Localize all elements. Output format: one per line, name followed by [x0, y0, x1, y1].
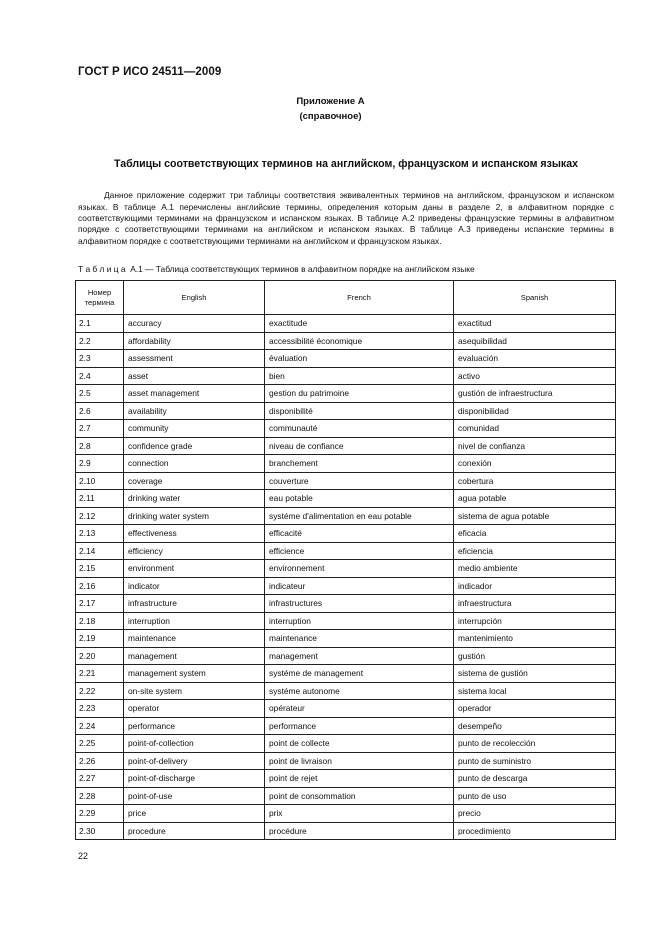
term-french: point de rejet: [265, 770, 454, 788]
term-spanish: desempeño: [454, 717, 616, 735]
term-spanish: punto de suministro: [454, 752, 616, 770]
term-english: confidence grade: [124, 437, 265, 455]
term-number: 2.14: [76, 542, 124, 560]
term-english: community: [124, 420, 265, 438]
term-spanish: cobertura: [454, 472, 616, 490]
annex-type: (справочное): [299, 111, 362, 122]
term-spanish: punto de uso: [454, 787, 616, 805]
term-number: 2.13: [76, 525, 124, 543]
term-english: assessment: [124, 350, 265, 368]
term-english: drinking water: [124, 490, 265, 508]
table-row: [76, 367, 616, 385]
term-number: 2.12: [76, 507, 124, 525]
table-row: [76, 560, 616, 578]
term-english: point-of-delivery: [124, 752, 265, 770]
term-spanish: nivel de confianza: [454, 437, 616, 455]
term-french: accessibilité économique: [265, 332, 454, 350]
term-number: 2.26: [76, 752, 124, 770]
term-number: 2.19: [76, 630, 124, 648]
term-english: infrastructure: [124, 595, 265, 613]
term-french: performance: [265, 717, 454, 735]
term-english: affordability: [124, 332, 265, 350]
term-french: point de collecte: [265, 735, 454, 753]
term-spanish: exactitud: [454, 315, 616, 333]
term-french: infrastructures: [265, 595, 454, 613]
table-row: [76, 507, 616, 525]
term-english: procedure: [124, 822, 265, 840]
term-number: 2.21: [76, 665, 124, 683]
section-heading: Таблицы соответствующих терминов на английском, французском и испанском языках: [114, 158, 578, 170]
term-number: 2.22: [76, 682, 124, 700]
term-spanish: disponibilidad: [454, 402, 616, 420]
term-spanish: sistema local: [454, 682, 616, 700]
table-row: [76, 455, 616, 473]
term-french: point de consommation: [265, 787, 454, 805]
term-english: accuracy: [124, 315, 265, 333]
term-spanish: gustión de infraestructura: [454, 385, 616, 403]
term-number: 2.1: [76, 315, 124, 333]
term-english: management: [124, 647, 265, 665]
term-english: interruption: [124, 612, 265, 630]
term-number: 2.20: [76, 647, 124, 665]
term-french: communauté: [265, 420, 454, 438]
table-row: [76, 700, 616, 718]
term-spanish: agua potable: [454, 490, 616, 508]
term-number: 2.25: [76, 735, 124, 753]
term-english: point-of-collection: [124, 735, 265, 753]
term-french: disponibilité: [265, 402, 454, 420]
term-english: asset: [124, 367, 265, 385]
header-french: French: [265, 281, 454, 315]
table-row: [76, 752, 616, 770]
term-french: maintenance: [265, 630, 454, 648]
term-spanish: conexión: [454, 455, 616, 473]
term-french: management: [265, 647, 454, 665]
table-row: [76, 595, 616, 613]
intro-paragraph: Данное приложение содержит три таблицы соответствия эквивалентных терминов на английском, французском и испанском языках. В таблице А.1 перечислены английские термины, определения которым даны в разделе 2, в алфавитном порядке с соответствующими терминами на французском и испанском языках. В таблице А.2 приведены французские термины в алфавитном порядке с соответствующими терминами на английском и испанском языках. В таблице А.3 приведены испанские термины в алфавитном порядке с соответствующими терминами на английском и французском языках.: [78, 190, 614, 246]
terms-table: [75, 280, 616, 840]
table-row: [76, 420, 616, 438]
table-row: [76, 542, 616, 560]
term-number: 2.29: [76, 805, 124, 823]
term-english: environment: [124, 560, 265, 578]
annex-title: Приложение А: [296, 96, 365, 107]
header-spanish: Spanish: [454, 281, 616, 315]
term-spanish: interrupción: [454, 612, 616, 630]
term-number: 2.7: [76, 420, 124, 438]
term-english: on-site system: [124, 682, 265, 700]
term-number: 2.3: [76, 350, 124, 368]
table-row: [76, 665, 616, 683]
term-french: évaluation: [265, 350, 454, 368]
term-french: gestion du patrimoine: [265, 385, 454, 403]
table-row: [76, 612, 616, 630]
term-number: 2.30: [76, 822, 124, 840]
term-french: procédure: [265, 822, 454, 840]
term-number: 2.6: [76, 402, 124, 420]
term-number: 2.4: [76, 367, 124, 385]
term-english: performance: [124, 717, 265, 735]
page-number: 22: [78, 851, 89, 861]
table-header-row: [76, 281, 616, 315]
table-row: [76, 630, 616, 648]
term-french: environnement: [265, 560, 454, 578]
table-row: [76, 682, 616, 700]
table-row: [76, 787, 616, 805]
term-french: interruption: [265, 612, 454, 630]
table-row: [76, 385, 616, 403]
term-number: 2.18: [76, 612, 124, 630]
term-number: 2.10: [76, 472, 124, 490]
table-row: [76, 402, 616, 420]
table-row: [76, 770, 616, 788]
term-spanish: punto de descarga: [454, 770, 616, 788]
term-spanish: eficiencia: [454, 542, 616, 560]
table-row: [76, 437, 616, 455]
table-caption: Т а б л и ц а А.1 — Таблица соответствующих терминов в алфавитном порядке на английском языке: [78, 264, 475, 274]
term-english: point-of-use: [124, 787, 265, 805]
term-english: point-of-discharge: [124, 770, 265, 788]
term-english: maintenance: [124, 630, 265, 648]
term-spanish: asequibilidad: [454, 332, 616, 350]
term-number: 2.16: [76, 577, 124, 595]
terms-table-body: [76, 315, 616, 840]
header-english: English: [124, 281, 265, 315]
term-english: price: [124, 805, 265, 823]
term-spanish: sistema de agua potable: [454, 507, 616, 525]
term-french: point de livraison: [265, 752, 454, 770]
term-english: management system: [124, 665, 265, 683]
term-number: 2.9: [76, 455, 124, 473]
term-spanish: activo: [454, 367, 616, 385]
header-number: Номер термина: [76, 281, 124, 315]
term-spanish: gustión: [454, 647, 616, 665]
term-french: systéme autonome: [265, 682, 454, 700]
term-english: operator: [124, 700, 265, 718]
term-spanish: medio ambiente: [454, 560, 616, 578]
term-spanish: operador: [454, 700, 616, 718]
table-row: [76, 717, 616, 735]
table-row: [76, 350, 616, 368]
term-english: indicator: [124, 577, 265, 595]
term-french: systéme de management: [265, 665, 454, 683]
term-spanish: comunidad: [454, 420, 616, 438]
table-row: [76, 735, 616, 753]
table-row: [76, 315, 616, 333]
term-english: drinking water system: [124, 507, 265, 525]
table-row: [76, 332, 616, 350]
term-french: branchement: [265, 455, 454, 473]
term-spanish: punto de recolección: [454, 735, 616, 753]
term-number: 2.11: [76, 490, 124, 508]
table-row: [76, 577, 616, 595]
table-row: [76, 472, 616, 490]
term-french: couverture: [265, 472, 454, 490]
term-french: prix: [265, 805, 454, 823]
table-row: [76, 490, 616, 508]
term-french: niveau de confiance: [265, 437, 454, 455]
term-number: 2.27: [76, 770, 124, 788]
term-number: 2.23: [76, 700, 124, 718]
term-number: 2.15: [76, 560, 124, 578]
term-spanish: infraestructura: [454, 595, 616, 613]
term-french: efficience: [265, 542, 454, 560]
term-english: coverage: [124, 472, 265, 490]
term-french: systéme d'alimentation en eau potable: [265, 507, 454, 525]
term-french: bien: [265, 367, 454, 385]
term-spanish: sistema de gustión: [454, 665, 616, 683]
term-spanish: eficacia: [454, 525, 616, 543]
term-spanish: procedimiento: [454, 822, 616, 840]
term-number: 2.5: [76, 385, 124, 403]
term-french: efficacité: [265, 525, 454, 543]
term-english: effectiveness: [124, 525, 265, 543]
term-number: 2.17: [76, 595, 124, 613]
term-english: connection: [124, 455, 265, 473]
document-id: ГОСТ Р ИСО 24511—2009: [78, 66, 222, 78]
term-spanish: mantenimiento: [454, 630, 616, 648]
term-spanish: indicador: [454, 577, 616, 595]
term-french: indicateur: [265, 577, 454, 595]
table-row: [76, 822, 616, 840]
term-french: eau potable: [265, 490, 454, 508]
table-row: [76, 647, 616, 665]
term-french: exactitude: [265, 315, 454, 333]
term-spanish: evaluación: [454, 350, 616, 368]
table-row: [76, 805, 616, 823]
term-number: 2.2: [76, 332, 124, 350]
term-number: 2.8: [76, 437, 124, 455]
term-french: opérateur: [265, 700, 454, 718]
table-row: [76, 525, 616, 543]
term-english: availability: [124, 402, 265, 420]
term-number: 2.28: [76, 787, 124, 805]
term-english: asset management: [124, 385, 265, 403]
term-spanish: precio: [454, 805, 616, 823]
term-english: efficiency: [124, 542, 265, 560]
term-number: 2.24: [76, 717, 124, 735]
